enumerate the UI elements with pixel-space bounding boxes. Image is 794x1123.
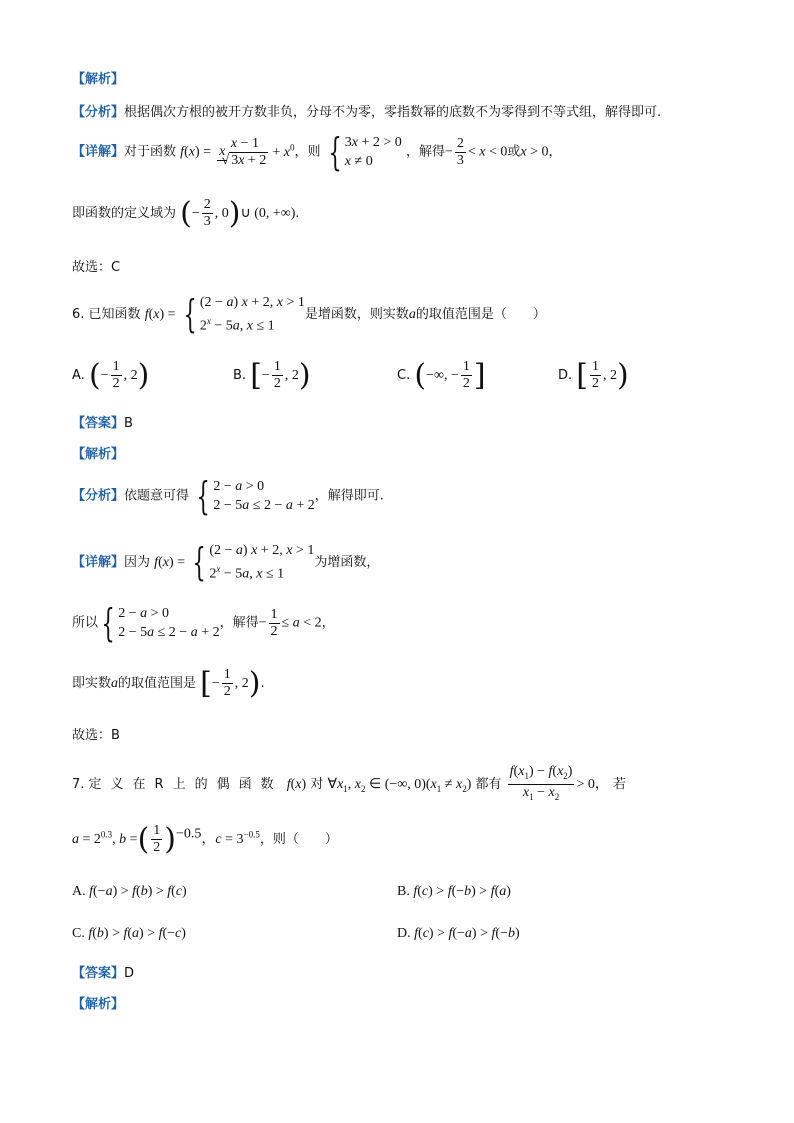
q5-detail-prefix: 对于函数 [124,144,177,160]
q6-analysis-label: 【解析】 [72,447,125,462]
q7-analysis-label: 【解析】 [72,997,125,1012]
q6-number: 6. [72,306,85,322]
analysis-label: 【解析】 [72,72,125,87]
q6-stem: 6. 已知函数 f(x) = { (2 − a) x + 2, x > 1 $2^x - 5a$, x ≤ 1 是增函数，则实数a的取值范围是（ ） [72,292,546,337]
q5-analysis [72,101,661,120]
q5-choice: 故选：C [72,260,121,275]
q6-detail: 【详解】因为 f(x) = { (2 − a) x + 2, x > 1 $2^x - 5a$, x ≤ 1 为增函数， [72,540,380,585]
q5-then: ，则 [294,144,321,160]
xiangjie-label: 【详解】 [72,144,125,160]
q5-func: f [180,144,185,160]
q5-analysis-text: 根据偶次方根的被开方数非负，分母不为零，零指数幂的底数不为零得到不等式组，解得即可. [124,105,662,120]
q5-frac-expr: $\frac{x - 1}{√ 3x + 2}$ [221,135,267,168]
q5-domain: 即函数的定义域为 (− $\frac{2}{3}$ , 0)∪ (0, +∞). [72,196,299,231]
q6-option-b: B. [− $\frac{1}{2}$ , 2) [233,358,311,393]
q6-stem-tail: 的取值范围是（ ） [415,306,546,322]
q5-detail: 【详解】对于函数 f(x) = x $\frac{x - 1}{√ 3x + 2}$ + $x^0$，则 { 3x + 2 > 0 x ≠ 0 ，解得− $\frac{2}{3}$ < x < 0或x > 0， [72,130,562,174]
q5-or: 或 [507,144,521,160]
q6-range: 即实数a的取值范围是 [− $\frac{1}{2}$ , 2). [72,666,265,701]
q6-answer: 【答案】B [72,416,133,431]
q5-fraction: x [219,143,226,159]
q6-option-d: D. [ $\frac{1}{2}$ , 2) [558,358,629,393]
q7-option-d: D. f(c) > f(−a) > f(−b) [397,926,520,941]
q6-stem-suffix: 是增函数，则实数 [304,306,409,322]
q6-option-c: C. (−∞, − $\frac{1}{2}$ ] [397,358,486,393]
q6-piecewise: { (2 − a) x + 2, x > 1 $2^x - 5a$, x ≤ 1 [183,292,305,337]
q7-option-b: B. f(c) > f(−b) > f(a) [397,884,511,899]
q5-domain-prefix: 即函数的定义域为 [72,206,177,221]
fenxi-label: 【分析】 [72,105,125,120]
q6-choice: 故选：B [72,728,120,743]
q6-fenxi: 【分析】依题意可得 { 2 − a > 0 2 − 5a ≤ 2 − a + 2 ，解得即可. [72,474,384,518]
q6-option-a: A. (− $\frac{1}{2}$ , 2) [72,358,150,393]
q7-option-c: C. f(b) > f(a) > f(−c) [72,926,186,941]
q6-stem-prefix: 已知函数 [88,306,141,322]
q5-solve: ，解得 [405,144,445,160]
q7-stem: 7. 定义在R上的偶函数 f(x) 对 $\forall x_1$, $x_2$ ∈ (−∞, $0)(x_1 \ne x_2)$ 都有 $\frac{f(x_1) - f(x_2)}{x_1 - x_2}$ > 0， 若 [72,764,627,802]
q7-abc: $a = 2^{0.3}$, b =( $\frac{1}{2}$ )$^{-0.5}$，$c = 3^{-0.5}$，则（ ） [72,822,338,857]
q6-so: 所以 { 2 − a > 0 2 − 5a ≤ 2 − a + 2 ，解得− $\frac{1}{2}$ ≤ a < 2， [72,601,335,645]
q7-answer: 【答案】D [72,966,135,981]
q5-system: { 3x + 2 > 0 x ≠ 0 [328,130,402,174]
q7-option-a: A. f(−a) > f(b) > f(c) [72,884,187,899]
